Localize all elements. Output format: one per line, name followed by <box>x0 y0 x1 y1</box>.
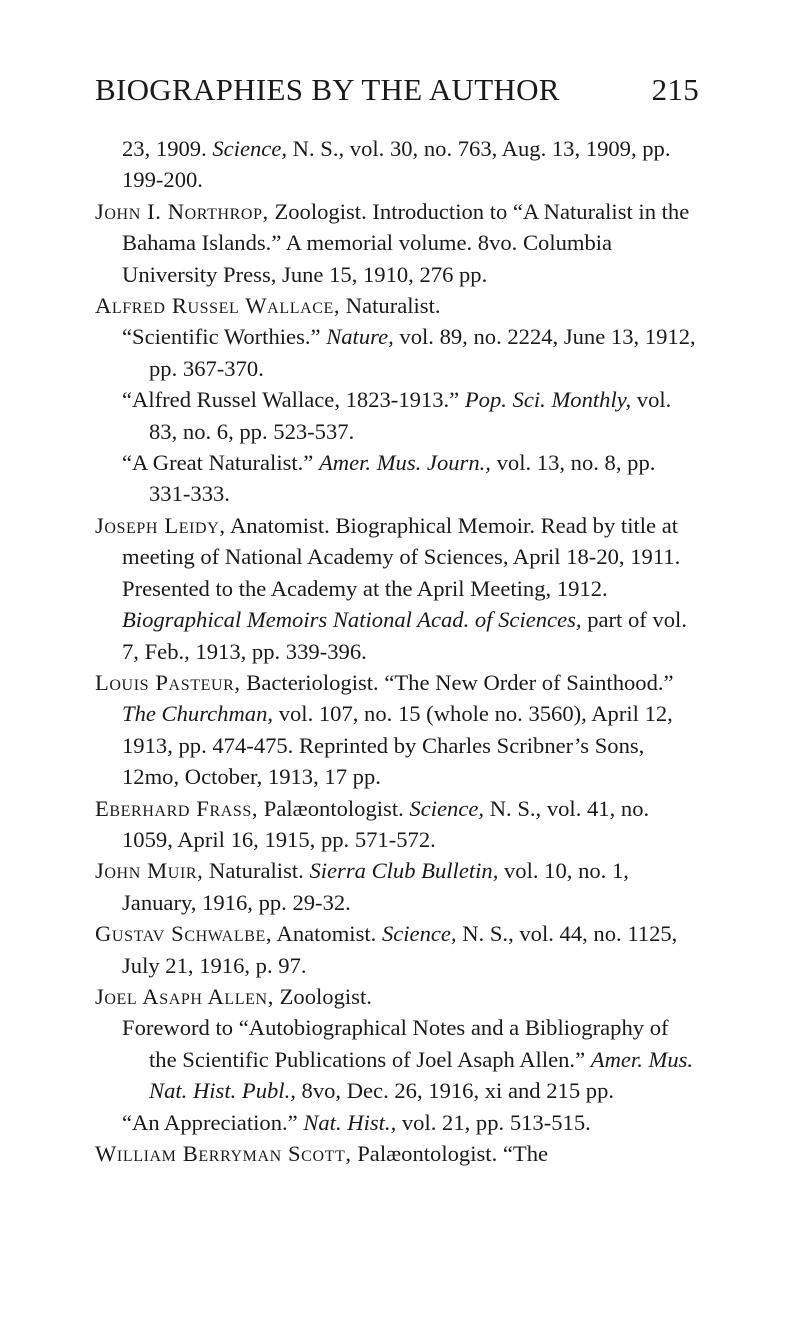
entry-leidy: Joseph Leidy, Anatomist. Biographical Memoir. Read by title at meeting of National Academy of Sciences, April 18-20, 1911. Presented to the Academy at the April Meeting, 1912. Biographical Memoirs National Acad. of Sciences, part of vol. 7, Feb., 1913, pp. 339-396. <box>95 512 687 664</box>
entry-allen-appreciation: “An Appreciation.” Nat. Hist., vol. 21, pp. 513-515. <box>122 1109 591 1135</box>
page-number: 215 <box>651 72 699 107</box>
entry-continuation: 23, 1909. Science, N. S., vol. 30, no. 763, Aug. 13, 1909, pp. 199-200. <box>122 136 671 193</box>
entry-scott: William Berryman Scott, Palæontologist. “The <box>95 1141 549 1166</box>
entry-muir: John Muir, Naturalist. Sierra Club Bulletin, vol. 10, no. 1, January, 1916, pp. 29-32. <box>95 858 629 915</box>
entry-wallace: Alfred Russel Wallace, Naturalist. <box>95 293 441 319</box>
entry-wallace-nature: “Scientific Worthies.” Nature, vol. 89, no. 2224, June 13, 1912, pp. 367-370. <box>122 324 696 381</box>
entry-wallace-popsci: “Alfred Russel Wallace, 1823-1913.” Pop. Sci. Monthly, vol. 83, no. 6, pp. 523-537. <box>122 387 672 444</box>
entry-allen: Joel Asaph Allen, Zoologist. <box>95 983 372 1009</box>
header-title: BIOGRAPHIES BY THE AUTHOR <box>95 72 560 107</box>
entry-northrop: John I. Northrop, Zoologist. Introduction to “A Naturalist in the Bahama Islands.” A memorial volume. 8vo. Columbia University Press, June 15, 1910, 276 pp. <box>95 198 690 287</box>
entry-schwalbe: Gustav Schwalbe, Anatomist. Science, N. S., vol. 44, no. 1125, July 21, 1916, p. 97. <box>95 921 678 978</box>
entry-pasteur: Louis Pasteur, Bacteriologist. “The New Order of Sainthood.” The Churchman, vol. 107, no. 15 (whole no. 3560), April 12, 1913, pp. 474-475. Reprinted by Charles Scribner’s Sons, 12mo, October, 1913, 17 pp. <box>95 669 674 790</box>
running-header <box>95 72 699 108</box>
entry-frass: Eberhard Frass, Palæontologist. Science, N. S., vol. 41, no. 1059, April 16, 1915, pp. 571-572. <box>95 795 650 852</box>
bibliography-text <box>95 133 699 1169</box>
entry-allen-foreword: Foreword to “Autobiographical Notes and a Bibliography of the Scientific Publications of Joel Asaph Allen.” Amer. Mus. Nat. Hist. Publ., 8vo, Dec. 26, 1916, xi and 215 pp. <box>122 1015 694 1104</box>
entry-wallace-amermus: “A Great Naturalist.” Amer. Mus. Journ., vol. 13, no. 8, pp. 331-333. <box>122 450 656 507</box>
